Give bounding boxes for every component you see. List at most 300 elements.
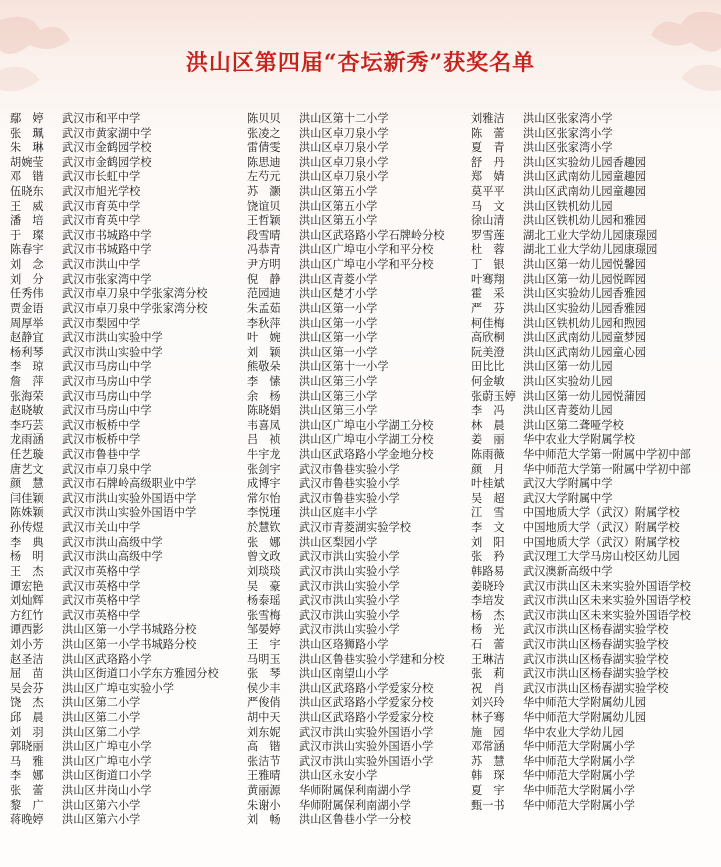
winner-row: [247, 477, 444, 492]
winner-row: [471, 638, 691, 653]
winner-school: 武汉市板桥中学: [62, 418, 141, 432]
winner-row: [471, 580, 691, 595]
winner-row: [471, 492, 691, 507]
winner-school: 华中师范大学附属幼儿园: [523, 696, 647, 710]
winner-row: [10, 696, 219, 711]
winner-school: 武汉市金鹤园学校: [62, 155, 152, 169]
winner-name: 李 琼: [10, 360, 44, 374]
winner-row: [247, 580, 444, 595]
winner-name: 施 园: [471, 725, 505, 739]
winner-row: [471, 141, 691, 156]
winner-row: [10, 273, 219, 288]
winner-row: [247, 258, 444, 273]
winner-school: 武汉市马房山中学: [62, 404, 152, 418]
winner-school: 武汉市英格中学: [62, 579, 141, 593]
winner-row: [10, 170, 219, 185]
winner-name: 田比比: [471, 360, 505, 374]
winner-row: [247, 156, 444, 171]
winner-row: [10, 112, 219, 127]
winner-name: 鄢 婷: [10, 112, 44, 125]
winner-name: 尹方明: [247, 258, 281, 272]
winner-name: 张洁节: [247, 754, 281, 768]
winner-name: 林子骞: [471, 710, 505, 724]
winner-name: 刘 阳: [471, 535, 505, 549]
winner-school: 洪山区第一幼儿园悦晖园: [523, 272, 647, 286]
winner-name: 刘 畅: [247, 813, 281, 827]
winner-row: [471, 740, 691, 755]
winner-row: [247, 214, 444, 229]
winner-row: [10, 565, 219, 580]
winner-row: [471, 156, 691, 171]
winner-name: 李悦瑾: [247, 506, 281, 520]
winner-school: 洪山区第三小学: [299, 389, 378, 403]
winner-name: 张 娜: [247, 535, 281, 549]
winner-name: 於慧钦: [247, 521, 281, 535]
winner-name: 常尔怡: [247, 491, 281, 505]
winner-school: 洪山区第十二小学: [299, 112, 389, 125]
winner-school: 洪山区广埠屯小学湖工分校: [299, 433, 434, 447]
winner-school: 武汉市洪山区未来实验外国语学校: [523, 579, 691, 593]
winner-row: [247, 740, 444, 755]
winner-row: [471, 390, 691, 405]
winner-name: 赵晓敏: [10, 404, 44, 418]
winner-name: 吴会芬: [10, 681, 44, 695]
winner-name: 赵圣洁: [10, 652, 44, 666]
winner-name: 张凌之: [247, 126, 281, 140]
winner-row: [10, 404, 219, 419]
winner-row: [247, 682, 444, 697]
winner-school: 洪山区广埠屯小学: [62, 740, 152, 754]
winner-school: 武汉市旭光学校: [62, 185, 141, 199]
winner-school: 洪山区第一小学: [299, 345, 378, 359]
winner-name: 甄一书: [471, 798, 505, 812]
winner-school: 洪山区第一小学书城路分校: [62, 637, 197, 651]
winner-name: 李 冯: [471, 404, 505, 418]
winner-name: 李 典: [10, 535, 44, 549]
winner-name: 于 璨: [10, 228, 44, 242]
winner-school: 洪山区卓刀泉小学: [299, 126, 389, 140]
winner-name: 丁 银: [471, 258, 505, 272]
winner-name: 吕 祯: [247, 433, 281, 447]
winner-row: [471, 755, 691, 770]
winner-row: [10, 769, 219, 784]
winner-row: [247, 419, 444, 434]
winner-name: 杨利琴: [10, 345, 44, 359]
winner-school: 中国地质大学（武汉）附属学校: [523, 535, 680, 549]
winner-name: 颜 慧: [10, 477, 44, 491]
winner-school: 武汉市英格中学: [62, 594, 141, 608]
winner-name: 王 威: [10, 199, 44, 213]
winner-row: [471, 170, 691, 185]
winner-row: [471, 375, 691, 390]
winner-name: 李培发: [471, 594, 505, 608]
winner-school: 洪山区第一幼儿园悦蒲园: [523, 389, 647, 403]
winner-name: 王雅晴: [247, 769, 281, 783]
winner-school: 武汉市洪山实验外国语小学: [299, 754, 434, 768]
winner-name: 周厚举: [10, 316, 44, 330]
winner-name: 吴 豪: [247, 579, 281, 593]
winner-row: [471, 273, 691, 288]
winner-name: 孙传煜: [10, 521, 44, 535]
winner-name: 闫佳颖: [10, 491, 44, 505]
winner-row: [247, 609, 444, 624]
winner-name: 黎 广: [10, 798, 44, 812]
winner-school: 湖北工业大学幼儿园康璟园: [523, 243, 658, 257]
winner-name: 颜 月: [471, 462, 505, 476]
winner-row: [247, 185, 444, 200]
winner-row: [247, 448, 444, 463]
winner-school: 武汉市洪山区杨春湖实验学校: [523, 652, 669, 666]
winner-name: 张剑宇: [247, 462, 281, 476]
winner-row: [247, 375, 444, 390]
winner-row: [247, 317, 444, 332]
winner-school: 洪山区广埠屯实验小学: [62, 681, 174, 695]
winner-name: 张 矜: [471, 550, 505, 564]
winner-name: 雷倩雯: [247, 141, 281, 155]
winner-name: 任秀伟: [10, 287, 44, 301]
winner-school: 武汉市英格中学: [62, 564, 141, 578]
winner-name: 伍晓东: [10, 185, 44, 199]
winner-row: [471, 200, 691, 215]
winner-school: 洪山区楚才小学: [299, 287, 378, 301]
winner-school: 武汉市和平中学: [62, 112, 141, 125]
winner-school: 武汉市洪山实验小学: [299, 564, 400, 578]
winner-row: [471, 360, 691, 375]
winner-row: [471, 711, 691, 726]
winner-school: 武汉市关山中学: [62, 521, 141, 535]
winner-row: [471, 726, 691, 741]
winner-row: [471, 799, 691, 814]
winner-row: [471, 419, 691, 434]
winner-row: [471, 594, 691, 609]
winner-school: 武汉市洪山实验中学: [62, 345, 163, 359]
winner-row: [10, 419, 219, 434]
winner-school: 武汉市书城路中学: [62, 228, 152, 242]
winner-row: [10, 317, 219, 332]
winner-school: 洪山区第五小学: [299, 214, 378, 228]
winner-name: 石 蕾: [471, 637, 505, 651]
winner-name: 唐艺文: [10, 462, 44, 476]
winner-row: [10, 463, 219, 478]
winner-school: 洪山区井岗山小学: [62, 784, 152, 798]
winner-row: [10, 127, 219, 142]
winner-name: 段雪晴: [247, 228, 281, 242]
winner-school: 中国地质大学（武汉）附属学校: [523, 506, 680, 520]
winner-row: [471, 623, 691, 638]
winner-row: [247, 390, 444, 405]
winner-school: 洪山区鲁巷小学一分校: [299, 813, 411, 827]
winner-name: 谭西影: [10, 623, 44, 637]
winner-name: 阮美澄: [471, 345, 505, 359]
winner-school: 中国地质大学（武汉）附属学校: [523, 521, 680, 535]
winner-school: 武汉市书城路中学: [62, 243, 152, 257]
winner-row: [247, 784, 444, 799]
winner-row: [471, 536, 691, 551]
winner-row: [471, 565, 691, 580]
winner-row: [10, 536, 219, 551]
winner-row: [10, 711, 219, 726]
winner-name: 张 蕾: [10, 784, 44, 798]
winner-row: [10, 360, 219, 375]
winner-name: 朱谢小: [247, 798, 281, 812]
winner-row: [247, 141, 444, 156]
winner-row: [247, 653, 444, 668]
winner-row: [10, 346, 219, 361]
winner-school: 华中师范大学附属小学: [523, 798, 635, 812]
winner-school: 华中师范大学附属小学: [523, 754, 635, 768]
winner-name: 谭宏艳: [10, 579, 44, 593]
winner-school: 洪山区卓刀泉小学: [299, 141, 389, 155]
winner-name: 方红竹: [10, 608, 44, 622]
winner-row: [10, 623, 219, 638]
winner-name: 叶桂斌: [471, 477, 505, 491]
winner-name: 高 锴: [247, 740, 281, 754]
winner-name: 夏 宇: [471, 784, 505, 798]
winner-row: [247, 623, 444, 638]
winner-school: 武汉市洪山实验小学: [299, 550, 400, 564]
winner-row: [247, 346, 444, 361]
winner-name: 姜 丽: [471, 433, 505, 447]
winner-name: 邹晏婷: [247, 623, 281, 637]
winner-row: [471, 243, 691, 258]
winner-school: 洪山区广埠屯小学和平分校: [299, 243, 434, 257]
winner-name: 贾金语: [10, 301, 44, 315]
winner-row: [247, 755, 444, 770]
winner-school: 武汉市洪山区未来实验外国语学校: [523, 594, 691, 608]
winner-school: 华中师范大学第一附属中学初中部: [523, 462, 691, 476]
winner-row: [471, 477, 691, 492]
winner-name: 高欣桐: [471, 331, 505, 345]
winner-school: 洪山区南望山小学: [299, 667, 389, 681]
winner-name: 潘 培: [10, 214, 44, 228]
winner-name: 杨 杰: [471, 608, 505, 622]
winner-name: 马明玉: [247, 652, 281, 666]
winner-row: [471, 696, 691, 711]
winner-row: [10, 799, 219, 814]
winner-row: [471, 229, 691, 244]
winner-school: 洪山区广埠屯小学湖工分校: [299, 418, 434, 432]
winner-name: 林 晨: [471, 418, 505, 432]
winner-school: 洪山区庭丰小学: [299, 506, 378, 520]
winner-school: 湖北工业大学幼儿园康璟园: [523, 228, 658, 242]
winner-name: 冯恭青: [247, 243, 281, 257]
winner-school: 华中师范大学第一附属中学初中部: [523, 448, 691, 462]
winner-name: 李巧芸: [10, 418, 44, 432]
winner-row: [471, 112, 691, 127]
winner-school: 武汉澳新高级中学: [523, 564, 613, 578]
winner-row: [471, 550, 691, 565]
winner-name: 徐山清: [471, 214, 505, 228]
winner-row: [10, 200, 219, 215]
winner-school: 洪山区卓刀泉小学: [299, 155, 389, 169]
winner-school: 华中农业大学幼儿园: [523, 725, 624, 739]
winner-row: [10, 667, 219, 682]
winner-school: 洪山区第一小学书城路分校: [62, 623, 197, 637]
winner-row: [471, 448, 691, 463]
winner-row: [247, 565, 444, 580]
winner-name: 霍 采: [471, 287, 505, 301]
winner-name: 屈 苗: [10, 667, 44, 681]
winner-name: 马 雅: [10, 754, 44, 768]
winner-row: [10, 784, 219, 799]
winner-school: 洪山区武珞路小学石牌岭分校: [299, 228, 445, 242]
winner-row: [247, 492, 444, 507]
winner-row: [10, 813, 219, 828]
winner-school: 武汉市洪山实验外国语中学: [62, 506, 197, 520]
winner-school: 洪山区武珞路小学爱家分校: [299, 681, 434, 695]
winner-name: 苏 慧: [471, 754, 505, 768]
winner-name: 龙雨涵: [10, 433, 44, 447]
winner-row: [471, 433, 691, 448]
winner-school: 武汉市石牌岭高级职业中学: [62, 477, 197, 491]
winner-name: 刘 羽: [10, 725, 44, 739]
winner-row: [10, 141, 219, 156]
winner-name: 邱 晨: [10, 710, 44, 724]
winner-name: 熊敬朵: [247, 360, 281, 374]
winner-school: 武汉市板桥中学: [62, 433, 141, 447]
winner-row: [247, 273, 444, 288]
winner-school: 洪山区实验幼儿园香雅园: [523, 301, 647, 315]
winner-school: 华师附属保利南湖小学: [299, 784, 411, 798]
winner-school: 武汉市梨园中学: [62, 316, 141, 330]
winner-school: 洪山区武南幼儿园童趣园: [523, 185, 647, 199]
winner-name: 杨 光: [471, 623, 505, 637]
winner-school: 武汉市育英中学: [62, 199, 141, 213]
winner-name: 陈 蕾: [471, 126, 505, 140]
winner-row: [471, 653, 691, 668]
award-list-column-1: [10, 112, 219, 828]
winner-school: 武汉市长虹中学: [62, 170, 141, 184]
winner-row: [247, 404, 444, 419]
winner-school: 洪山区第十一小学: [299, 360, 389, 374]
winner-school: 洪山区第二小学: [62, 696, 141, 710]
winner-name: 郑 婧: [471, 170, 505, 184]
winner-row: [471, 258, 691, 273]
winner-school: 武汉市洪山实验外国语小学: [299, 725, 434, 739]
winner-school: 武汉市英格中学: [62, 608, 141, 622]
winner-school: 武汉市洪山区杨春湖实验学校: [523, 681, 669, 695]
winner-name: 张 莉: [471, 667, 505, 681]
winner-name: 祝 肖: [471, 681, 505, 695]
winner-school: 武汉市马房山中学: [62, 360, 152, 374]
winner-name: 柯佳梅: [471, 316, 505, 330]
winner-school: 武汉市洪山实验小学: [299, 623, 400, 637]
winner-name: 王哲颖: [247, 214, 281, 228]
winner-name: 曾文政: [247, 550, 281, 564]
winner-school: 洪山区街道口小学东方雅园分校: [62, 667, 219, 681]
winner-school: 武汉市马房山中学: [62, 389, 152, 403]
winner-school: 洪山区第一小学: [299, 331, 378, 345]
winner-row: [247, 550, 444, 565]
winner-name: 苏 灏: [247, 185, 281, 199]
winner-row: [10, 682, 219, 697]
winner-school: 洪山区武珞路小学金地分校: [299, 448, 434, 462]
winner-row: [247, 360, 444, 375]
winner-school: 洪山区武南幼儿园童心园: [523, 345, 647, 359]
winner-row: [247, 521, 444, 536]
winner-school: 武汉市黄家湖中学: [62, 126, 152, 140]
winner-row: [247, 667, 444, 682]
winner-name: 叶骞翔: [471, 272, 505, 286]
winner-name: 成博宇: [247, 477, 281, 491]
winner-name: 李 文: [471, 521, 505, 535]
winner-name: 倪 静: [247, 272, 281, 286]
winner-name: 杨泰瑶: [247, 594, 281, 608]
winner-school: 武汉市鲁巷实验小学: [299, 477, 400, 491]
winner-name: 左芍元: [247, 170, 281, 184]
winner-school: 武汉市洪山实验小学: [299, 579, 400, 593]
winner-name: 余 杨: [247, 389, 281, 403]
winner-school: 武汉市金鹤园学校: [62, 141, 152, 155]
winner-row: [10, 258, 219, 273]
winner-row: [471, 784, 691, 799]
winner-row: [471, 609, 691, 624]
winner-name: 郭晓丽: [10, 740, 44, 754]
winner-row: [247, 506, 444, 521]
winner-school: 洪山区第一小学: [299, 301, 378, 315]
winner-row: [247, 726, 444, 741]
winner-school: 武汉市青菱湖实验学校: [299, 521, 411, 535]
winner-school: 武汉市洪山区杨春湖实验学校: [523, 623, 669, 637]
winner-row: [247, 112, 444, 127]
winner-row: [247, 463, 444, 478]
winner-row: [10, 229, 219, 244]
winner-name: 刘灿辉: [10, 594, 44, 608]
winner-row: [247, 331, 444, 346]
winner-school: 武汉市洪山中学: [62, 258, 141, 272]
winner-name: 张蔚玉婷: [471, 389, 516, 403]
winner-name: 夏 青: [471, 141, 505, 155]
winner-school: 洪山区第二小学: [62, 710, 141, 724]
winner-row: [471, 317, 691, 332]
winner-school: 武汉市鲁巷中学: [62, 448, 141, 462]
winner-row: [10, 185, 219, 200]
winner-name: 杨 明: [10, 550, 44, 564]
winner-name: 牛宇龙: [247, 448, 281, 462]
winner-school: 洪山区第三小学: [299, 404, 378, 418]
winner-school: 洪山区武珞路小学: [62, 652, 152, 666]
winner-row: [247, 200, 444, 215]
winner-school: 洪山区实验幼儿园香雅园: [523, 287, 647, 301]
winner-name: 韩 琛: [471, 769, 505, 783]
winner-school: 洪山区张家湾小学: [523, 141, 613, 155]
winner-name: 胡中天: [247, 710, 281, 724]
winner-row: [247, 229, 444, 244]
winner-school: 洪山区街道口小学: [62, 769, 152, 783]
winner-school: 洪山区铁机幼儿园和雅园: [523, 214, 647, 228]
winner-row: [471, 185, 691, 200]
winner-school: 武汉市张家湾中学: [62, 272, 152, 286]
winner-name: 刘兴玲: [471, 696, 505, 710]
winner-row: [471, 346, 691, 361]
winner-row: [10, 375, 219, 390]
winner-name: 饶 杰: [10, 696, 44, 710]
winner-name: 邓常涵: [471, 740, 505, 754]
winner-name: 刘 分: [10, 272, 44, 286]
winner-row: [10, 550, 219, 565]
winner-school: 洪山区第二聋哑学校: [523, 418, 624, 432]
winner-school: 洪山区第一幼儿园悦馨园: [523, 258, 647, 272]
winner-name: 陈春宇: [10, 243, 44, 257]
winner-school: 武汉市洪山区杨春湖实验学校: [523, 667, 669, 681]
winner-row: [10, 243, 219, 258]
winner-row: [10, 580, 219, 595]
winner-row: [471, 214, 691, 229]
winner-row: [247, 696, 444, 711]
winner-school: 洪山区第一小学: [299, 316, 378, 330]
winner-row: [471, 506, 691, 521]
winner-school: 洪山区第三小学: [299, 374, 378, 388]
